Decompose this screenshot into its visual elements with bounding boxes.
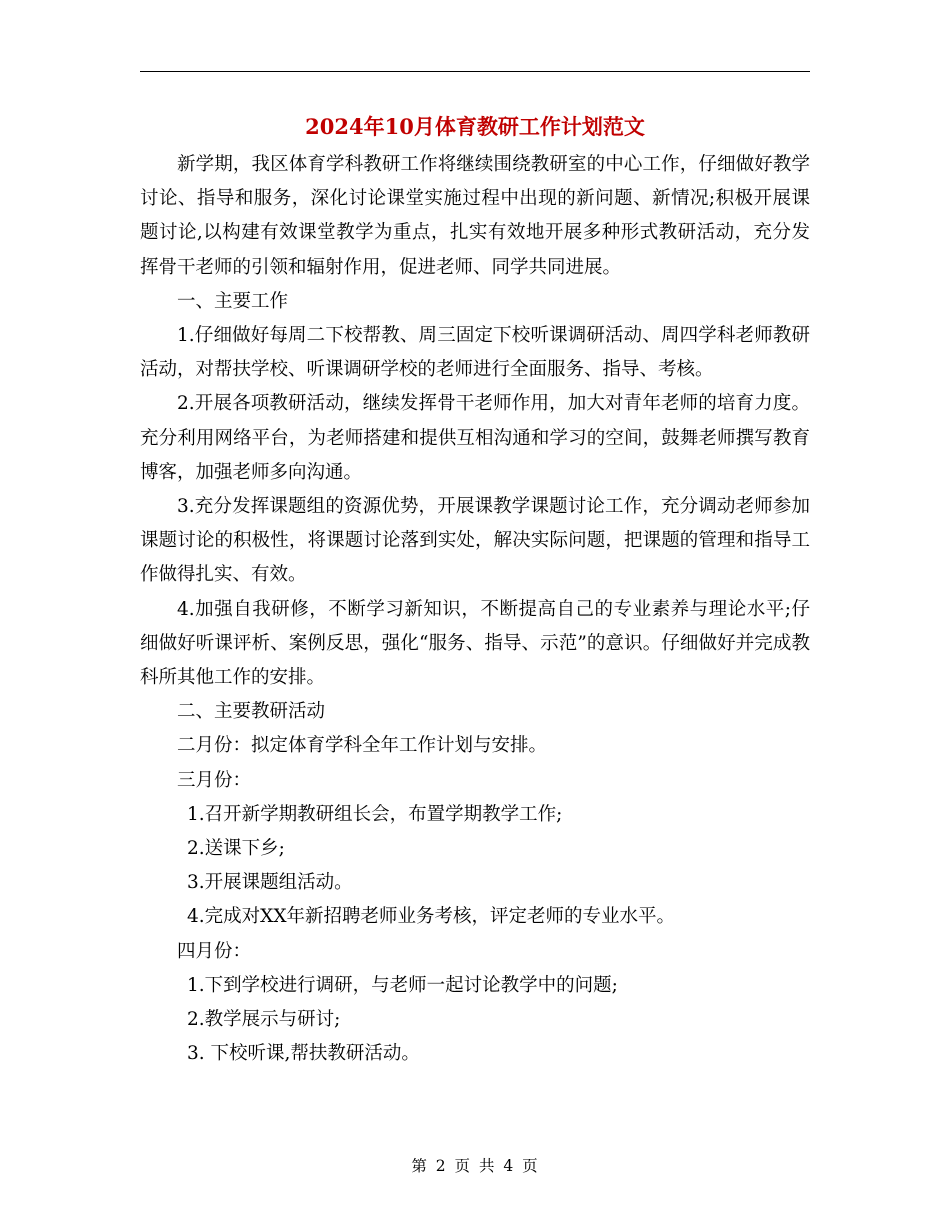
intro-paragraph: 新学期，我区体育学科教研工作将继续围绕教研室的中心工作，仔细做好教学讨论、指导和服务，深化讨论课堂实施过程中出现的新问题、新情况;积极开展课题讨论,以构建有效课堂教学为重点，扎实有效地开展多种形式教研活动，充分发挥骨干老师的引领和辐射作用，促进老师、同学共同进展。	[140, 154, 810, 278]
section-heading-main-work: 一、主要工作	[177, 290, 289, 312]
april-item-1: 1.下到学校进行调研，与老师一起讨论教学中的问题;	[187, 974, 618, 996]
march-heading: 三月份：	[177, 769, 252, 791]
april-item-3: 3. 下校听课,帮扶教研活动。	[187, 1043, 420, 1065]
page-number-footer: 第 2 页 共 4 页	[411, 1157, 539, 1175]
work-item-4: 4.加强自我研修，不断学习新知识，不断提高自己的专业素养与理论水平;仔细做好听课评析、案例反思，强化“服务、指导、示范”的意识。仔细做好并完成教科所其他工作的安排。	[140, 598, 810, 689]
march-item-4: 4.完成对XX年新招聘老师业务考核，评定老师的专业水平。	[187, 906, 675, 928]
march-item-1: 1.召开新学期教研组长会，布置学期教学工作;	[187, 803, 563, 825]
header-rule	[140, 71, 810, 72]
document-body	[140, 148, 810, 1071]
work-item-1: 1.仔细做好每周二下校帮教、周三固定下校听课调研活动、周四学科老师教研活动，对帮扶学校、听课调研学校的老师进行全面服务、指导、考核。	[140, 325, 810, 381]
work-item-3: 3.充分发挥课题组的资源优势，开展课教学课题讨论工作，充分调动老师参加课题讨论的积极性，将课题讨论落到实处，解决实际问题，把课题的管理和指导工作做得扎实、有效。	[140, 496, 810, 586]
april-item-2: 2.教学展示与研讨;	[187, 1009, 341, 1031]
february-item: 二月份：拟定体育学科全年工作计划与安排。	[177, 735, 548, 757]
march-item-3: 3.开展课题组活动。	[187, 872, 353, 894]
april-heading: 四月份：	[177, 940, 252, 962]
document-title: 2024年10月体育教研工作计划范文	[305, 114, 645, 139]
work-item-2: 2.开展各项教研活动，继续发挥骨干老师作用，加大对青年老师的培育力度。充分利用网络平台，为老师搭建和提供互相沟通和学习的空间，鼓舞老师撰写教育博客，加强老师多向沟通。	[140, 393, 810, 483]
section-heading-activities: 二、主要教研活动	[177, 701, 326, 723]
march-item-2: 2.送课下乡;	[187, 838, 285, 860]
